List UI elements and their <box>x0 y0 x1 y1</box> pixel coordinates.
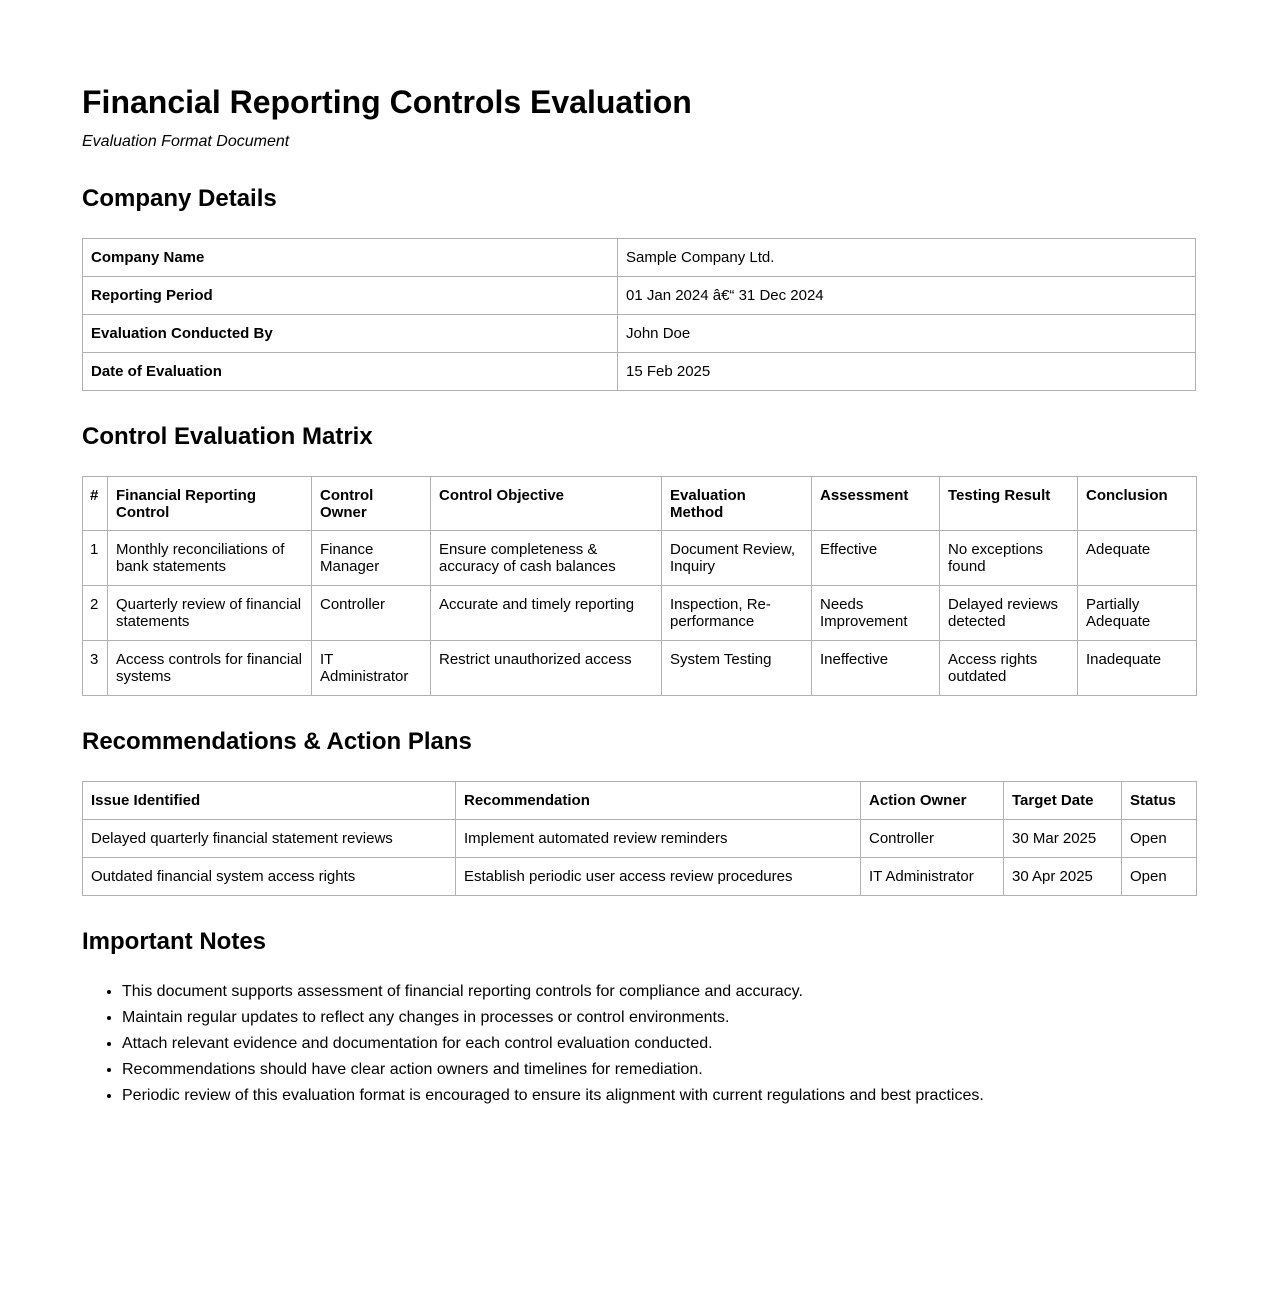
page-subtitle: Evaluation Format Document <box>82 133 290 150</box>
table-cell: Accurate and timely reporting <box>431 586 662 641</box>
table-row <box>83 858 1197 896</box>
column-header: Target Date <box>1004 782 1122 820</box>
field-value: John Doe <box>618 315 1196 353</box>
table-cell: Establish periodic user access review procedures <box>456 858 861 896</box>
table-cell: Restrict unauthorized access <box>431 641 662 696</box>
column-header: Evaluation Method <box>662 477 812 531</box>
table-cell: Inadequate <box>1078 641 1197 696</box>
table-cell: Access controls for financial systems <box>108 641 312 696</box>
table-cell: Open <box>1122 858 1197 896</box>
list-item: • Periodic review of this evaluation format is encouraged to ensure its alignment with current regulations and best practices. <box>122 1083 1196 1109</box>
field-label: Company Name <box>83 239 618 277</box>
table-header-row <box>83 477 1197 531</box>
column-header: Conclusion <box>1078 477 1197 531</box>
table-cell: Inspection, Re-performance <box>662 586 812 641</box>
field-value: 01 Jan 2024 â€“ 31 Dec 2024 <box>618 277 1196 315</box>
table-cell: Adequate <box>1078 531 1197 586</box>
table-cell: Outdated financial system access rights <box>83 858 456 896</box>
table-cell: Effective <box>812 531 940 586</box>
table-cell: 3 <box>83 641 108 696</box>
field-label: Evaluation Conducted By <box>83 315 618 353</box>
table-cell: No exceptions found <box>940 531 1078 586</box>
table-cell: Delayed quarterly financial statement reviews <box>83 820 456 858</box>
table-row <box>83 531 1197 586</box>
notes-heading: Important Notes <box>82 928 267 955</box>
list-item: • Maintain regular updates to reflect any changes in processes or control environments. <box>122 1005 1196 1031</box>
column-header: Status <box>1122 782 1197 820</box>
table-cell: Access rights outdated <box>940 641 1078 696</box>
table-row <box>83 239 1196 277</box>
table-cell: Controller <box>312 586 431 641</box>
table-cell: Monthly reconciliations of bank statements <box>108 531 312 586</box>
table-row <box>83 315 1196 353</box>
list-item: • Attach relevant evidence and documentation for each control evaluation conducted. <box>122 1031 1196 1057</box>
field-value: Sample Company Ltd. <box>618 239 1196 277</box>
recommendations-table <box>82 781 1197 896</box>
column-header: Issue Identified <box>83 782 456 820</box>
table-cell: Delayed reviews detected <box>940 586 1078 641</box>
page-title: Financial Reporting Controls Evaluation <box>82 84 692 120</box>
table-cell: Quarterly review of financial statements <box>108 586 312 641</box>
table-cell: 2 <box>83 586 108 641</box>
list-item: • This document supports assessment of financial reporting controls for compliance and accuracy. <box>122 979 1196 1005</box>
column-header: Control Owner <box>312 477 431 531</box>
table-cell: Open <box>1122 820 1197 858</box>
table-row <box>83 353 1196 391</box>
table-cell: Ineffective <box>812 641 940 696</box>
column-header: Testing Result <box>940 477 1078 531</box>
table-cell: Finance Manager <box>312 531 431 586</box>
field-label: Date of Evaluation <box>83 353 618 391</box>
company-details-heading: Company Details <box>82 185 277 212</box>
table-cell: Ensure completeness & accuracy of cash balances <box>431 531 662 586</box>
table-cell: Needs Improvement <box>812 586 940 641</box>
field-label: Reporting Period <box>83 277 618 315</box>
column-header: Action Owner <box>861 782 1004 820</box>
table-cell: 30 Mar 2025 <box>1004 820 1122 858</box>
recommendations-heading: Recommendations & Action Plans <box>82 728 472 755</box>
table-cell: IT Administrator <box>312 641 431 696</box>
table-cell: 1 <box>83 531 108 586</box>
table-cell: Implement automated review reminders <box>456 820 861 858</box>
column-header: Assessment <box>812 477 940 531</box>
table-cell: Document Review, Inquiry <box>662 531 812 586</box>
table-row <box>83 277 1196 315</box>
list-item: • Recommendations should have clear action owners and timelines for remediation. <box>122 1057 1196 1083</box>
notes-list <box>82 979 1196 1109</box>
table-cell: 30 Apr 2025 <box>1004 858 1122 896</box>
table-row <box>83 586 1197 641</box>
table-row <box>83 641 1197 696</box>
table-cell: Controller <box>861 820 1004 858</box>
field-value: 15 Feb 2025 <box>618 353 1196 391</box>
control-matrix-table <box>82 476 1197 696</box>
column-header: # <box>83 477 108 531</box>
control-matrix-heading: Control Evaluation Matrix <box>82 423 373 450</box>
column-header: Financial Reporting Control <box>108 477 312 531</box>
column-header: Recommendation <box>456 782 861 820</box>
company-details-table <box>82 238 1196 391</box>
column-header: Control Objective <box>431 477 662 531</box>
table-cell: System Testing <box>662 641 812 696</box>
table-cell: IT Administrator <box>861 858 1004 896</box>
table-cell: Partially Adequate <box>1078 586 1197 641</box>
table-header-row <box>83 782 1197 820</box>
table-row <box>83 820 1197 858</box>
